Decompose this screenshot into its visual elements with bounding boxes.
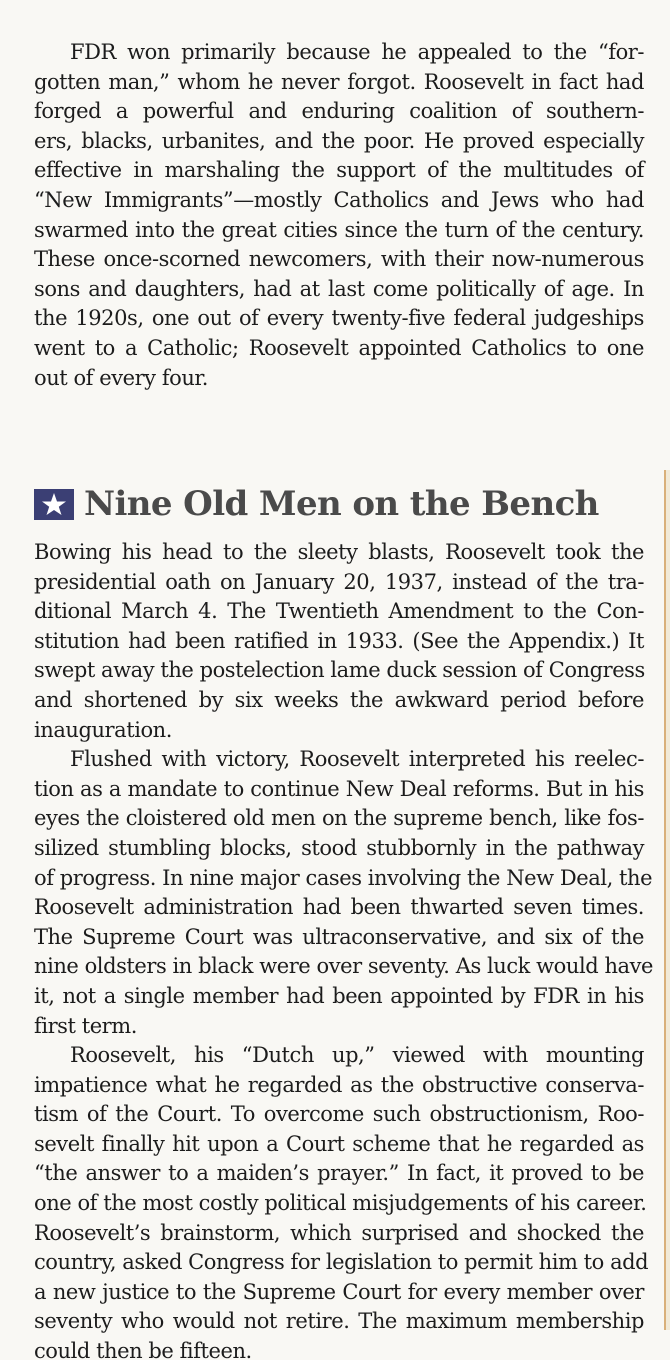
text-line: Roosevelt administration had been thwarted seven times. bbox=[34, 895, 644, 920]
text-line: “New Immigrants”—mostly Catholics and Jews who had bbox=[34, 187, 644, 212]
text-line: impatience what he regarded as the obstructive conserva- bbox=[34, 1072, 644, 1097]
text-line: presidential oath on January 20, 1937, instead of the tra- bbox=[34, 569, 644, 594]
text-line: Flushed with victory, Roosevelt interpreted his reelec- bbox=[70, 747, 644, 772]
text-line: a new justice to the Supreme Court for every member over bbox=[34, 1279, 644, 1304]
text-line: stitution had been ratified in 1933. (See the Appendix.) It bbox=[34, 628, 644, 653]
text-line: seventy who would not retire. The maximum membership bbox=[34, 1309, 644, 1334]
text-line: These once-scorned newcomers, with their now-numerous bbox=[34, 247, 644, 272]
text-line: FDR won primarily because he appealed to the “for- bbox=[70, 40, 644, 64]
text-line: tism of the Court. To overcome such obstructionism, Roo- bbox=[34, 1102, 644, 1127]
text-line: forged a powerful and enduring coalition of southern- bbox=[34, 99, 644, 124]
text-line: of progress. In nine major cases involving the New Deal, the bbox=[34, 865, 653, 890]
text-line: tion as a mandate to continue New Deal reforms. But in his bbox=[34, 776, 644, 801]
text-line: ers, blacks, urbanites, and the poor. He proved especially bbox=[34, 128, 644, 153]
paragraph-supreme-court bbox=[34, 745, 653, 1041]
paragraph-fdr-coalition bbox=[34, 38, 644, 393]
paragraph-court-scheme bbox=[34, 1041, 649, 1360]
text-line: gotten man,” whom he never forgot. Roosevelt in fact had bbox=[34, 69, 644, 94]
text-line: it, not a single member had been appointed by FDR in his bbox=[34, 983, 644, 1008]
text-line: Roosevelt, his “Dutch up,” viewed with mounting bbox=[70, 1043, 644, 1068]
section-body bbox=[34, 538, 653, 1360]
text-line: nine oldsters in black were over seventy. As luck would have bbox=[34, 954, 653, 979]
section-title: Nine Old Men on the Bench bbox=[84, 484, 599, 524]
text-line: sevelt finally hit upon a Court scheme that he regarded as bbox=[34, 1131, 644, 1156]
text-line: effective in marshaling the support of the multitudes of bbox=[34, 158, 644, 183]
text-line: swarmed into the great cities since the turn of the century. bbox=[34, 217, 644, 242]
text-line: Bowing his head to the sleety blasts, Roosevelt took the bbox=[34, 540, 644, 564]
page-edge-rule bbox=[664, 470, 670, 1330]
text-line: went to a Catholic; Roosevelt appointed Catholics to one bbox=[34, 335, 644, 360]
section-heading bbox=[34, 480, 599, 528]
text-line: the 1920s, one out of every twenty-five federal judgeships bbox=[34, 306, 644, 331]
text-line: ditional March 4. The Twentieth Amendment to the Con- bbox=[34, 599, 644, 624]
text-line: sons and daughters, had at last come politically of age. In bbox=[34, 276, 644, 301]
text-line: and shortened by six weeks the awkward period before bbox=[34, 687, 644, 712]
text-line: “the answer to a maiden’s prayer.” In fact, it proved to be bbox=[34, 1161, 644, 1186]
text-line: could then be fifteen. bbox=[34, 1339, 252, 1360]
text-line: one of the most costly political misjudgements of his career. bbox=[34, 1191, 647, 1216]
text-line: first term. bbox=[34, 1013, 137, 1038]
text-line: Roosevelt’s brainstorm, which surprised and shocked the bbox=[34, 1220, 644, 1245]
text-line: silized stumbling blocks, stood stubbornly in the pathway bbox=[34, 835, 644, 860]
paragraph-twentieth-amendment bbox=[34, 538, 644, 745]
text-line: The Supreme Court was ultraconservative, and six of the bbox=[34, 924, 644, 949]
text-line: out of every four. bbox=[34, 365, 208, 390]
star-icon bbox=[34, 489, 74, 520]
text-line: swept away the postelection lame duck session of Congress bbox=[34, 658, 645, 683]
text-line: eyes the cloistered old men on the supreme bench, like fos- bbox=[34, 806, 644, 831]
text-line: country, asked Congress for legislation to permit him to add bbox=[34, 1250, 649, 1275]
text-line: inauguration. bbox=[34, 717, 172, 742]
